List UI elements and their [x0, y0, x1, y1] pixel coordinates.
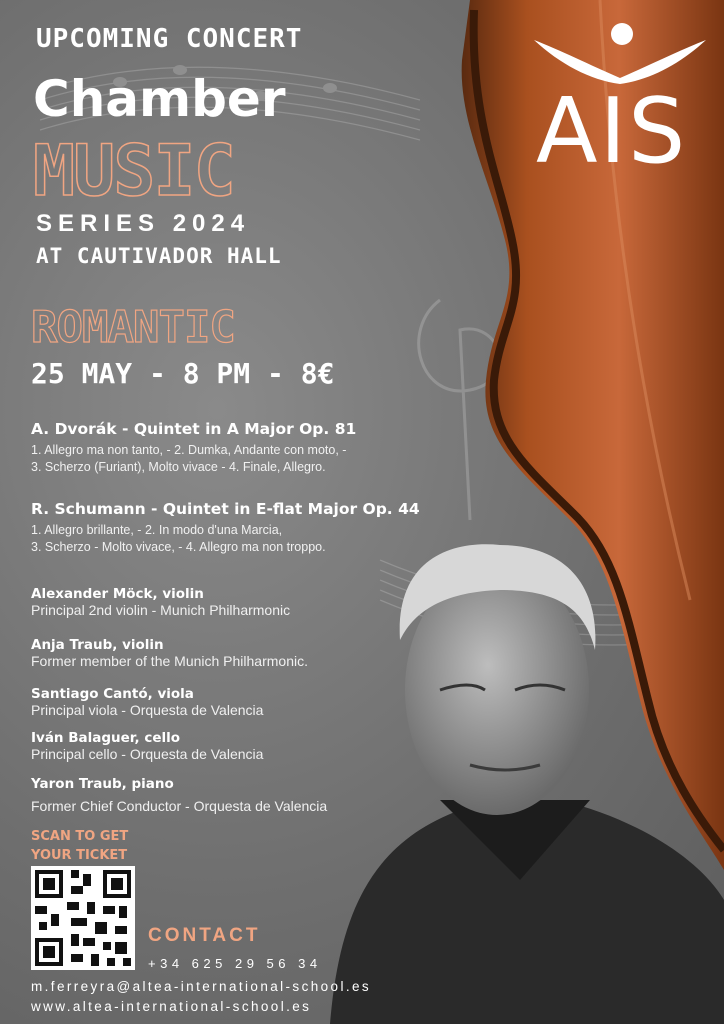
musician-role: Principal viola - Orquesta de Valencia [31, 702, 264, 718]
logo-text: AIS [536, 79, 688, 184]
title-chamber: Chamber [33, 70, 286, 128]
musician-entry [31, 776, 327, 814]
event-details: 25 MAY - 8 PM - 8€ [31, 357, 335, 390]
musician-name: Yaron Traub, piano [31, 776, 174, 792]
ticket-line1: SCAN TO GET [31, 829, 129, 844]
ticket-label [31, 827, 128, 865]
ais-logo [530, 20, 710, 200]
qr-code-icon[interactable] [31, 866, 135, 970]
musician-entry [31, 637, 308, 669]
musician-role: Principal 2nd violin - Munich Philharmonic [31, 602, 291, 618]
musician-role: Former Chief Conductor - Orquesta de Valencia [31, 798, 328, 814]
musician-entry [31, 686, 263, 718]
piece-title: R. Schumann - Quintet in E-flat Major Op. 44 [31, 500, 420, 518]
piece-movements: 3. Scherzo - Molto vivace, - 4. Allegro ma non troppo. [31, 540, 326, 554]
musician-name: Alexander Möck, violin [31, 586, 204, 602]
musician-role: Principal cello - Orquesta de Valencia [31, 746, 264, 762]
series-text: SERIES 2024 [36, 210, 251, 237]
program-item [31, 420, 356, 476]
program-item [31, 500, 420, 556]
contact-email[interactable]: m.ferreyra@altea-international-school.es [31, 979, 372, 994]
piece-movements: 1. Allegro brillante, - 2. In modo d'una Marcia, [31, 523, 283, 537]
title-music: MUSIC [33, 130, 234, 212]
musician-name: Anja Traub, violin [31, 637, 164, 653]
musician-name: Santiago Cantó, viola [31, 686, 194, 702]
musician-role: Former member of the Munich Philharmonic. [31, 653, 308, 669]
piece-title: A. Dvorák - Quintet in A Major Op. 81 [31, 420, 357, 438]
kicker-text: UPCOMING CONCERT [36, 24, 303, 54]
musician-entry [31, 586, 290, 618]
ticket-line2: YOUR TICKET [31, 848, 128, 863]
musician-entry [31, 730, 263, 762]
musician-name: Iván Balaguer, cello [31, 730, 181, 746]
piece-movements: 1. Allegro ma non tanto, - 2. Dumka, Andante con moto, - [31, 443, 347, 457]
venue-text: AT CAUTIVADOR HALL [36, 244, 282, 268]
contact-phone[interactable]: +34 625 29 56 34 [148, 956, 322, 971]
contact-heading: CONTACT [148, 925, 261, 946]
theme-text: ROMANTIC [31, 302, 235, 353]
piece-movements: 3. Scherzo (Furiant), Molto vivace - 4. Finale, Allegro. [31, 460, 326, 474]
contact-website[interactable]: www.altea-international-school.es [31, 999, 312, 1014]
